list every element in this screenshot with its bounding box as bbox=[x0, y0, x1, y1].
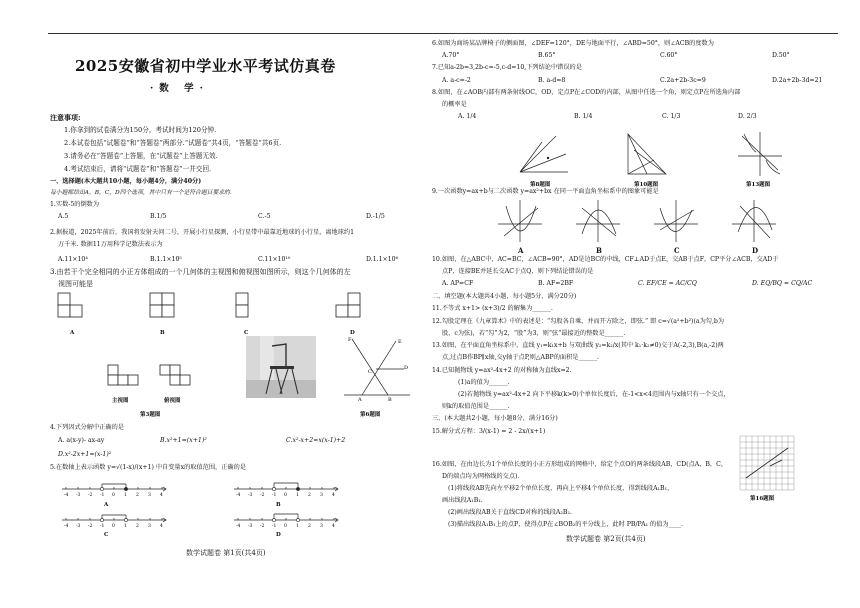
q7-option-b: B. a-d=8 bbox=[538, 77, 566, 84]
q12-line1: 12.勾股定理在《九章算术》中的表述是：“勾股各自乘，并而开方除之，即弦.” 即 c=√(a²+b²)(a为勾,b为 bbox=[432, 318, 725, 325]
q6-option-c: C.60° bbox=[660, 52, 678, 59]
q16-line2: D的端点均为网格线的交点). bbox=[442, 473, 520, 480]
q15-stem: 15.解分式方程：3/(x-1) = 2 - 2x/(x+1) bbox=[432, 428, 546, 435]
q3-option-a-figure bbox=[58, 293, 98, 329]
q5-label-c: C bbox=[104, 532, 109, 538]
q13-line2: 点,过点B作BP∥x轴,交y轴于点P,则△ABP的面积是______. bbox=[442, 354, 599, 361]
q2-stem: 2.据报道，2025年前后，我国将发射天问二号，开展小行星探测，小行星带中最靠近地球的小行星，离地球约1 bbox=[50, 229, 355, 236]
tick-label: 2 bbox=[136, 493, 139, 498]
section2-heading: 二、填空题(本大题共4小题，每小题5分，满分20分) bbox=[432, 293, 577, 300]
q13-figure bbox=[734, 130, 784, 178]
q3-option-b-figure bbox=[150, 293, 190, 329]
q3-stem: 3.由若干个完全相同的小正方体组成的一个几何体的主视图和俯视图如图所示，则这个几何体的左 bbox=[50, 268, 351, 276]
q8-option-a: A. 1/4 bbox=[458, 113, 477, 120]
tick-label: -3 bbox=[248, 493, 253, 498]
q8-stem: 8.如图，在∠AOB内部有两条射线OC，OD，定点P在∠COD的内部，从图中任选一个角，则定点P在所选角内部 bbox=[432, 89, 741, 96]
tick-label: 1 bbox=[296, 493, 299, 498]
q16-line3: (1)将线段AB先向左平移2个单位长度，再向上平移4个单位长度，得到线段A₁B₁， bbox=[448, 485, 674, 492]
tick-label: -2 bbox=[260, 524, 265, 529]
q2-option-b: B.1.1×10⁵ bbox=[150, 256, 182, 263]
q5-option-a-numberline bbox=[60, 481, 170, 499]
tick-label: -2 bbox=[88, 524, 93, 529]
q8-stem-cont: 的概率是 bbox=[442, 101, 467, 108]
q8-option-b: B. 1/4 bbox=[574, 113, 593, 120]
q9-label-a: A bbox=[518, 246, 524, 255]
q3-main-view-label: 主视图 bbox=[112, 398, 129, 404]
tick-label: -1 bbox=[272, 493, 277, 498]
page-left bbox=[0, 0, 425, 608]
tick-label: 3 bbox=[148, 493, 151, 498]
q9-stem: 9.一次函数y=ax+b与二次函数 y=ax²+bx 在同一平面直角坐标系中的图象可能是 bbox=[432, 188, 659, 195]
q6-option-b: B.65° bbox=[538, 52, 556, 59]
tick-label: 3 bbox=[320, 493, 323, 498]
tick-label: -3 bbox=[248, 524, 253, 529]
q3-top-view-label: 俯视图 bbox=[164, 398, 181, 404]
q6-option-a: A.70° bbox=[442, 52, 460, 59]
q8-figure bbox=[512, 132, 572, 178]
q5-label-d: D bbox=[276, 532, 281, 538]
subject-label: ·数 学· bbox=[150, 83, 209, 94]
tick-label: 0 bbox=[112, 493, 115, 498]
q13-figure-caption: 第13题图 bbox=[746, 182, 771, 188]
q16-grid-figure bbox=[740, 436, 794, 490]
q16-line4: 画出线段A₁B₁. bbox=[442, 497, 483, 504]
q5-stem: 5.在数轴上表示函数 y=√(1-x)/(x+1) 中自变量x的取值范围，正确的是 bbox=[50, 464, 246, 471]
q4-option-c: C.x²-x+2=x(x-1)+2 bbox=[286, 437, 346, 444]
q3-option-c-figure bbox=[236, 293, 276, 329]
q9-label-d: D bbox=[752, 246, 759, 255]
q2-option-d: D.1.1×10⁶ bbox=[366, 256, 399, 263]
tick-label: 1 bbox=[296, 524, 299, 529]
tick-label: 1 bbox=[124, 493, 127, 498]
tick-label: 2 bbox=[136, 524, 139, 529]
tick-label: -4 bbox=[236, 493, 241, 498]
svg-text:C: C bbox=[368, 369, 372, 375]
svg-text:F: F bbox=[348, 337, 352, 343]
q14-line2: (1)a的值为______. bbox=[458, 379, 510, 386]
q6-option-d: D.50° bbox=[772, 52, 790, 59]
tick-label: 3 bbox=[148, 524, 151, 529]
q9-option-d-graph bbox=[732, 200, 776, 242]
svg-text:D: D bbox=[404, 365, 409, 371]
q10-option-a: A. AP=CF bbox=[442, 280, 474, 287]
q4-option-a: A. a(x-y)- ax-ay bbox=[58, 437, 105, 444]
q6-figure-caption: 第6题图 bbox=[360, 412, 381, 418]
q2-option-c: C.11×10¹⁰ bbox=[258, 256, 291, 263]
svg-text:E: E bbox=[398, 339, 402, 345]
tick-label: 0 bbox=[284, 524, 287, 529]
tick-label: 4 bbox=[160, 524, 163, 529]
tick-label: 4 bbox=[332, 493, 335, 498]
q10-option-b: B. AF=2BF bbox=[538, 280, 574, 287]
q14-line3: (2)若抛物线 y=ax²-4x+2 向下平移k(k>0)个单位长度后，在-1<x<4范围内与x轴只有一个交点， bbox=[458, 391, 730, 398]
q3-main-view-figure bbox=[108, 365, 148, 395]
q1-option-c: C.-5 bbox=[258, 213, 271, 220]
q2-stem-cont: 万千米. 数据11万用科学记数法表示为 bbox=[58, 241, 163, 248]
tick-label: -1 bbox=[100, 493, 105, 498]
note-item: 1.你拿到的试卷满分为150分，考试时间为120分钟. bbox=[64, 126, 217, 134]
svg-text:A: A bbox=[358, 397, 362, 403]
note-item: 2.本试卷包括“试题卷”和“答题卷”两部分.“试题卷”共4页，“答题卷”共6页. bbox=[64, 139, 282, 147]
q13-line1: 13.如图，在平面直角坐标系中，直线 y₁=k₁x+b 与双曲线 y₂=k₂/x(其中 k₁·k₂≠0)交于A(-2,3),B(a,-2)两 bbox=[432, 342, 724, 349]
q16-figure-caption: 第16题图 bbox=[750, 496, 775, 502]
tick-label: -4 bbox=[236, 524, 241, 529]
section3-heading: 三、(本大题共2小题，每小题8分，满分16分) bbox=[432, 415, 558, 422]
q4-stem: 4.下列因式分解中正确的是 bbox=[50, 424, 124, 431]
q3-stem-cont: 视图可能是 bbox=[58, 280, 93, 288]
q3-label-a: A bbox=[70, 330, 75, 336]
q9-label-b: B bbox=[596, 246, 602, 255]
section1-heading: 一、选择题(本大题共10小题，每小题4分，满分40分) bbox=[50, 178, 202, 185]
tick-label: -4 bbox=[64, 524, 69, 529]
tick-label: -2 bbox=[88, 493, 93, 498]
section1-instruction: 每小题都给出A，B，C，D四个选项，其中只有一个是符合题目要求的. bbox=[50, 190, 232, 196]
q7-option-d: D.2a+2b-3d=21 bbox=[772, 77, 823, 84]
page-right bbox=[428, 0, 860, 608]
page-title: 2025安徽省初中学业水平考试仿真卷 bbox=[75, 57, 336, 75]
q3-label-c: C bbox=[244, 330, 249, 336]
q10-stem: 10.如图，在△ABC中，AC=BC，∠ACB=90°，AD是边BC的中线，CF⊥AD于点E，交AB于点F，CP平分∠ACB，交AD于 bbox=[432, 256, 779, 263]
q10-option-c: C. EF/CE = AC/CQ bbox=[638, 280, 697, 287]
q5-option-b-numberline bbox=[232, 481, 342, 499]
q10-figure bbox=[622, 130, 672, 178]
q7-option-c: C.2a+2b-3c=9 bbox=[660, 77, 706, 84]
tick-label: 2 bbox=[308, 493, 311, 498]
tick-label: -1 bbox=[100, 524, 105, 529]
q1-stem: 1.实数-5的倒数为 bbox=[50, 201, 100, 208]
q4-option-b: B.x²+1=(x+1)² bbox=[160, 437, 207, 444]
q9-option-c-graph bbox=[654, 200, 698, 242]
q10-figure-caption: 第10题图 bbox=[634, 182, 659, 188]
q3-figure-caption: 第3题图 bbox=[140, 412, 161, 418]
q9-option-b-graph bbox=[576, 200, 620, 242]
tick-label: 4 bbox=[332, 524, 335, 529]
q14-line1: 14.已知抛物线 y=ax²-4x+2 的对称轴为直线x=2. bbox=[432, 367, 572, 374]
footer-page-1: 数学试题卷 第1页(共4页) bbox=[186, 549, 266, 557]
q11-stem: 11.不等式 x+1> (x+3)/2 的解集为______. bbox=[432, 305, 553, 312]
note-item: 4.考试结束后，请将“试题卷”和“答题卷”一并交回. bbox=[64, 165, 212, 173]
q2-option-a: A.11×10⁴ bbox=[58, 256, 88, 263]
q8-option-d: D. 2/3 bbox=[738, 113, 757, 120]
q6-stem: 6.如图为商场某品牌椅子的侧面图，∠DEF=120°，DE与地面平行，∠ABD=50°，则∠ACB的度数为 bbox=[432, 40, 714, 47]
tick-label: 0 bbox=[284, 493, 287, 498]
q3-top-view-figure bbox=[160, 365, 200, 395]
tick-label: -3 bbox=[76, 524, 81, 529]
tick-label: 0 bbox=[112, 524, 115, 529]
q12-line2: 股，c为弦)，若“勾”为2，“股”为3，则“弦”最接近的整数是______. bbox=[442, 330, 626, 337]
tick-label: 4 bbox=[160, 493, 163, 498]
q4-option-d: D.x²-2x+1=(x-1)² bbox=[58, 451, 112, 458]
tick-label: -1 bbox=[272, 524, 277, 529]
q9-option-a-graph bbox=[498, 200, 542, 242]
q16-line6: (3)描出线段A₁B₁上的点P，使得点P在∠BOB₂的平分线上，此时 PB/PA₁ 的值为____. bbox=[448, 521, 683, 528]
q8-figure-caption: 第8题图 bbox=[530, 182, 551, 188]
q16-line1: 16.如图，在由边长为1个单位长度的小正方形组成的网格中，给定个点O的两条线段AB，CD(点A，B，C， bbox=[432, 461, 728, 468]
notes-heading: 注意事项: bbox=[50, 113, 81, 122]
q10-option-d: D. EQ/BQ = CQ/AC bbox=[752, 280, 813, 287]
q7-stem: 7.已知a-2b=3,2b-c=-5,c-d=10,下列结论中错误的是 bbox=[432, 64, 582, 71]
q1-option-b: B.1/5 bbox=[150, 213, 167, 220]
tick-label: -2 bbox=[260, 493, 265, 498]
q3-label-d: D bbox=[350, 330, 355, 336]
q14-line4: 则k的取值范围是______. bbox=[442, 403, 510, 410]
tick-label: -4 bbox=[64, 493, 69, 498]
q10-stem-cont: 点P，连接BE并延长交AC于点Q，则下列结论错误的是 bbox=[442, 268, 594, 275]
note-item: 3.请务必在“答题卷”上答题，在“试题卷”上答题无效. bbox=[64, 152, 218, 160]
q3-option-d-figure bbox=[336, 293, 376, 329]
svg-text:B: B bbox=[388, 397, 392, 403]
chair-photo bbox=[246, 336, 316, 398]
q16-line5: (2)画出线段AB关于直线CD对称的线段A₂B₂. bbox=[448, 509, 572, 516]
q1-option-d: D.-1/5 bbox=[366, 213, 385, 220]
q5-option-c-numberline bbox=[60, 512, 170, 530]
q9-label-c: C bbox=[674, 246, 680, 255]
tick-label: 3 bbox=[320, 524, 323, 529]
q3-label-b: B bbox=[160, 330, 165, 336]
q5-label-b: B bbox=[276, 502, 281, 508]
q7-option-a: A. a-c=-2 bbox=[442, 77, 471, 84]
tick-label: 2 bbox=[308, 524, 311, 529]
q1-option-a: A.5 bbox=[58, 213, 69, 220]
q5-label-a: A bbox=[104, 502, 109, 508]
tick-label: 1 bbox=[124, 524, 127, 529]
q5-option-d-numberline bbox=[232, 512, 342, 530]
q8-option-c: C. 1/3 bbox=[662, 113, 681, 120]
tick-label: -3 bbox=[76, 493, 81, 498]
q6-figure bbox=[340, 335, 412, 401]
footer-page-2: 数学试题卷 第2页(共4页) bbox=[566, 535, 646, 543]
